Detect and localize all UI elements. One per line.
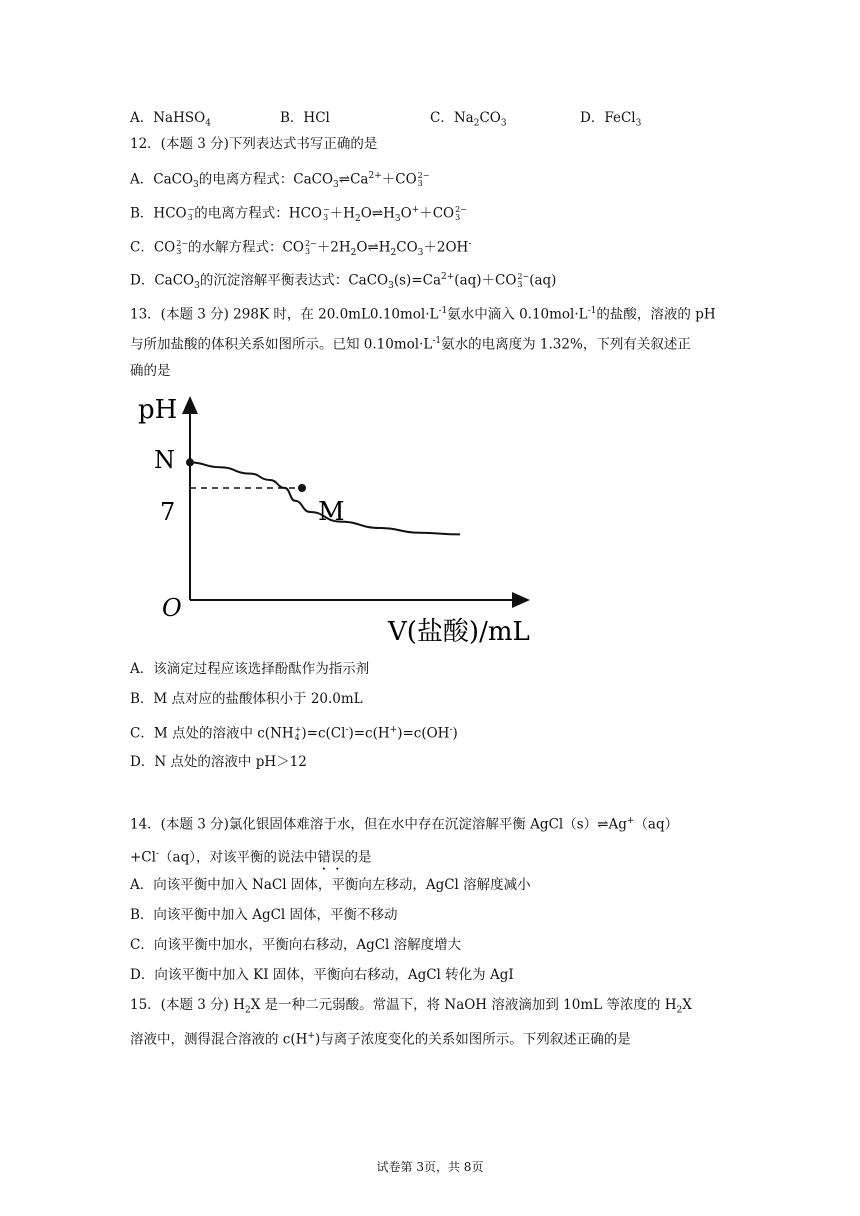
q15-line-1: 15．(本题 3 分) $H_2X$ 是一种二元弱酸。常温下，将 NaOH 溶液滴加到 10mL 等浓度的 $H_2X$: [130, 997, 692, 1016]
q13-line-3: 确的是: [130, 363, 171, 379]
q14-option-a: A．向该平衡中加入 NaCl 固体，平衡向左移动，AgCl 溶解度减小: [130, 877, 531, 893]
q14-line-1: 14．(本题 3 分)氯化银固体难溶于水，但在水中存在沉淀溶解平衡 AgCl（s）⇌Ag+（aq）: [130, 816, 679, 833]
q13-line-1: 13．(本题 3 分) 298K 时，在 $20.0mL0.10mol\cdot L^{-1}$氨水中滴入 $0.10mol\cdot L^{-1}$的盐酸，溶液的 pH: [130, 306, 716, 323]
q15-line-2: 溶液中，测得混合溶液的 c(H+)与离子浓度变化的关系如图所示。下列叙述正确的是: [130, 1031, 631, 1048]
point-n: [186, 458, 194, 466]
q12-option-b: B．HCO − 3 的电离方程式：HCO − 3 $+H_2O\rightleftharpoons H_3O^++CO$ 2− 3: [130, 205, 467, 225]
q12-option-a: A．CaCO$_3$的电离方程式：$CaCO_3\rightleftharpoons Ca^{2+}+CO$ 2− 3: [130, 171, 430, 191]
q13-option-b: B．M 点对应的盐酸体积小于 20.0mL: [130, 691, 363, 707]
q13-option-c: C．M 点处的溶液中 c(NH + 4 )=c(Cl-)=c(H+)=c(OH-): [130, 725, 458, 742]
q13-option-d: D．N 点处的溶液中 pH＞12: [130, 754, 307, 770]
origin-label: O: [162, 594, 182, 622]
q12-stem: 12．(本题 3 分)下列表达式书写正确的是: [130, 136, 378, 152]
q13-line-2: 与所加盐酸的体积关系如图所示。已知 $0.10mol\cdot L^{-1}$氨水的电离度为 1.32%，下列有关叙述正: [130, 336, 691, 353]
q14-option-c: C．向该平衡中加水，平衡向右移动，AgCl 溶解度增大: [130, 937, 462, 953]
q11-option-a: A．NaHSO$_4$: [130, 110, 211, 129]
y-axis-label: pH: [138, 395, 178, 425]
q14-option-b: B．向该平衡中加入 AgCl 固体，平衡不移动: [130, 907, 398, 923]
q11-option-c: C．$Na_2CO_3$: [430, 110, 507, 129]
q12-option-d: D．CaCO$_3$的沉淀溶解平衡表达式：$CaCO_3(s)=Ca^{2+}(aq)+CO$ 2− 3 (aq): [130, 272, 557, 292]
q11-option-b: B．HCl: [280, 110, 330, 126]
ph-titration-chart: [130, 388, 570, 650]
point-label-m: M: [318, 497, 345, 527]
q11-option-d: D．FeCl$_3$: [580, 110, 642, 129]
q12-option-c: C．CO 2− 3 的水解方程式：CO 2− 3 $+2H_2O\rightleftharpoons H_2CO_3+2OH^-$: [130, 239, 472, 259]
x-axis-label: V(盐酸)/mL: [388, 617, 530, 647]
page-footer: 试卷第 3页，共 8页: [376, 1160, 484, 1174]
q14-line-2: +Cl-（aq），对该平衡的说法中错误的是: [130, 849, 372, 866]
point-m: [298, 484, 306, 492]
q14-option-d: D．向该平衡中加入 KI 固体，平衡向右移动，AgCl 转化为 AgI: [130, 967, 514, 983]
q13-option-a: A．该滴定过程应该选择酚酞作为指示剂: [130, 661, 370, 677]
tick-label-n: N: [154, 446, 175, 474]
tick-label-7: 7: [160, 498, 176, 526]
